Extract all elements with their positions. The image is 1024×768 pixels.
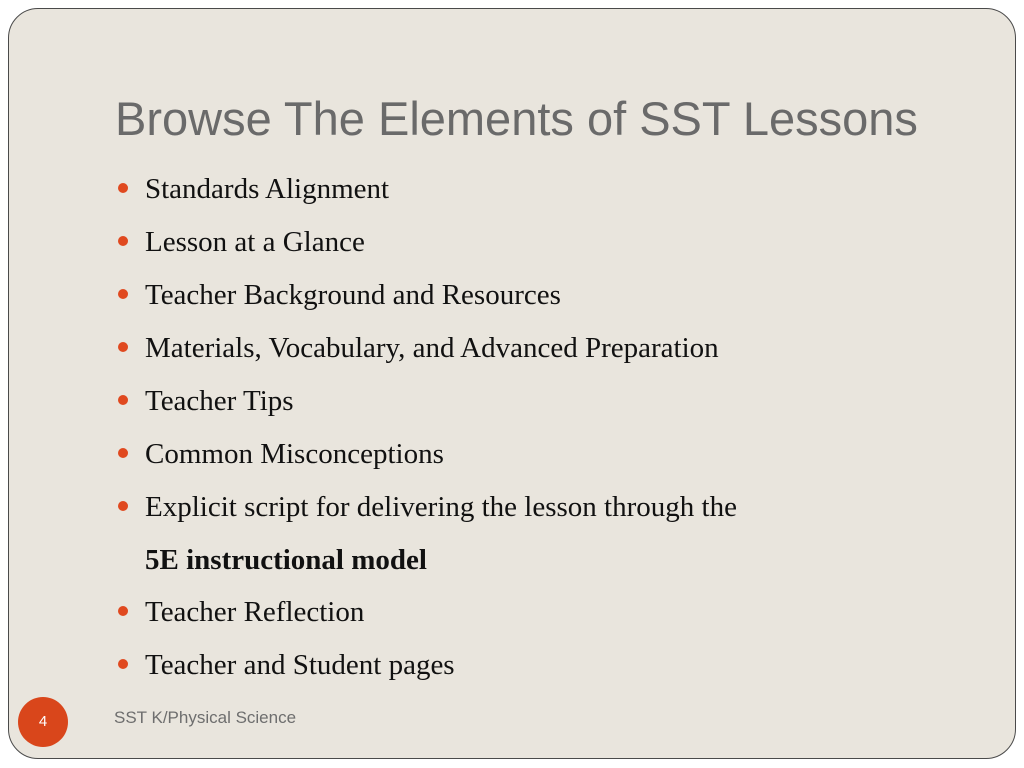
page-number-badge: 4 bbox=[18, 697, 68, 747]
bullet-text: Standards Alignment bbox=[145, 173, 390, 205]
bullet-text: Teacher Background and Resources bbox=[145, 279, 561, 311]
bullet-text: Explicit script for delivering the lesson through the bbox=[145, 491, 737, 523]
bullet-dot-icon bbox=[118, 659, 128, 669]
bullet-item bbox=[145, 172, 389, 206]
bullet-dot-icon bbox=[118, 501, 128, 511]
bullet-dot-icon bbox=[118, 183, 128, 193]
slide-title: Browse The Elements of SST Lessons bbox=[115, 92, 918, 145]
bullet-item bbox=[145, 437, 444, 471]
bullet-dot-icon bbox=[118, 342, 128, 352]
bullet-dot-icon bbox=[118, 236, 128, 246]
bullet-dot-icon bbox=[118, 606, 128, 616]
bullet-item bbox=[145, 225, 365, 259]
bullet-text: Teacher Tips bbox=[145, 385, 294, 417]
bullet-continuation-bold: 5E instructional model bbox=[145, 544, 427, 576]
bullet-item bbox=[145, 331, 719, 365]
bullet-item bbox=[145, 595, 364, 629]
bullet-item bbox=[145, 278, 561, 312]
bullet-text: Lesson at a Glance bbox=[145, 226, 365, 258]
footer-text: SST K/Physical Science bbox=[114, 708, 297, 727]
bullet-dot-icon bbox=[118, 289, 128, 299]
bullet-dot-icon bbox=[118, 395, 128, 405]
bullet-item bbox=[145, 648, 455, 682]
bullet-text: Materials, Vocabulary, and Advanced Preparation bbox=[145, 332, 719, 364]
bullet-text: Teacher Reflection bbox=[145, 596, 365, 628]
slide bbox=[8, 8, 1016, 759]
bullet-text: Teacher and Student pages bbox=[145, 649, 455, 681]
bullet-dot-icon bbox=[118, 448, 128, 458]
bullet-item bbox=[145, 490, 737, 524]
bullet-item bbox=[145, 384, 294, 418]
bullet-text: Common Misconceptions bbox=[145, 438, 444, 470]
